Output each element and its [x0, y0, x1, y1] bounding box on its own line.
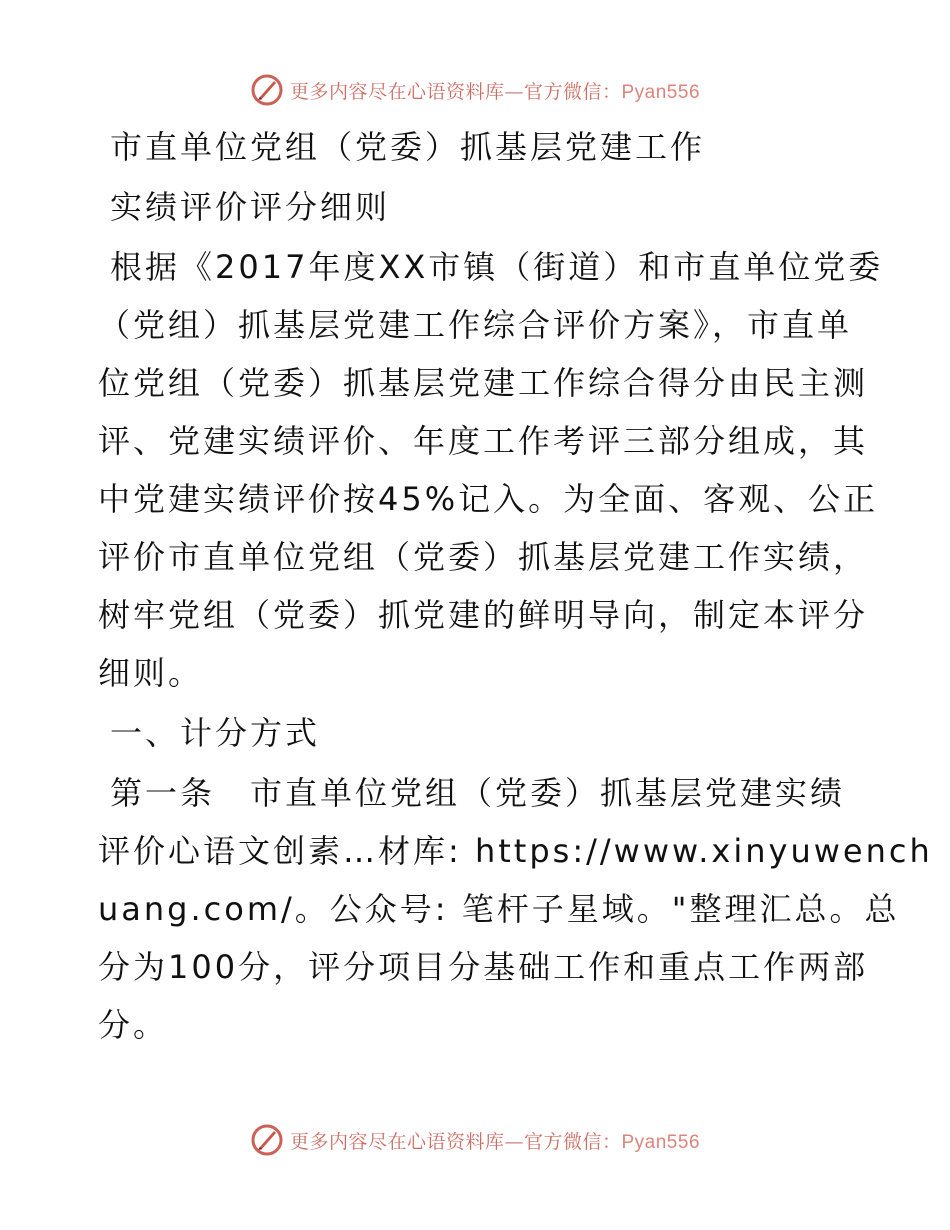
- paragraph-line: 评、党建实绩评价、年度工作考评三部分组成，其: [98, 422, 869, 460]
- paragraph-line: 根据《2017年度XX市镇（街道）和市直单位党委: [110, 248, 884, 286]
- paragraph-line: 中党建实绩评价按45%记入。为全面、客观、公正: [98, 480, 879, 518]
- watermark-text: 更多内容尽在心语资料库—官方微信：Pyan556: [289, 80, 701, 103]
- paragraph-line: （党组）抓基层党建工作综合评价方案》，市直单: [98, 306, 853, 344]
- quill-logo-icon: [250, 73, 284, 107]
- paragraph-line: 评价心语文创素…材库: https://www.xinyuwench: [98, 832, 933, 870]
- watermark-text: 更多内容尽在心语资料库—官方微信：Pyan556: [289, 1130, 701, 1153]
- article-1-paragraph: [98, 764, 933, 1054]
- doc-title-line-1: 市直单位党组（党委）抓基层党建工作: [110, 128, 706, 166]
- doc-title-line-2: 实绩评价评分细则: [110, 188, 391, 226]
- paragraph-line: 位党组（党委）抓基层党建工作综合得分由民主测: [98, 364, 869, 402]
- quill-logo-icon: [250, 1123, 284, 1157]
- paragraph-line: 细则。: [98, 654, 204, 692]
- section-heading: 一、计分方式: [110, 714, 321, 752]
- document-body: [98, 118, 933, 1054]
- paragraph-line: 评价市直单位党组（党委）抓基层党建工作实绩，: [98, 538, 869, 576]
- watermark-header: [0, 70, 950, 110]
- paragraph-line: 树牢党组（党委）抓党建的鲜明导向，制定本评分: [98, 596, 869, 634]
- watermark-footer: [0, 1120, 950, 1160]
- paragraph-line: uang.com/。公众号: 笔杆子星域。"整理汇总。总: [98, 890, 900, 928]
- paragraph-line: 分为100分，评分项目分基础工作和重点工作两部: [98, 948, 869, 986]
- intro-paragraph: [98, 238, 884, 702]
- paragraph-line: 第一条 市直单位党组（党委）抓基层党建实绩: [110, 774, 846, 812]
- paragraph-line: 分。: [98, 1006, 169, 1044]
